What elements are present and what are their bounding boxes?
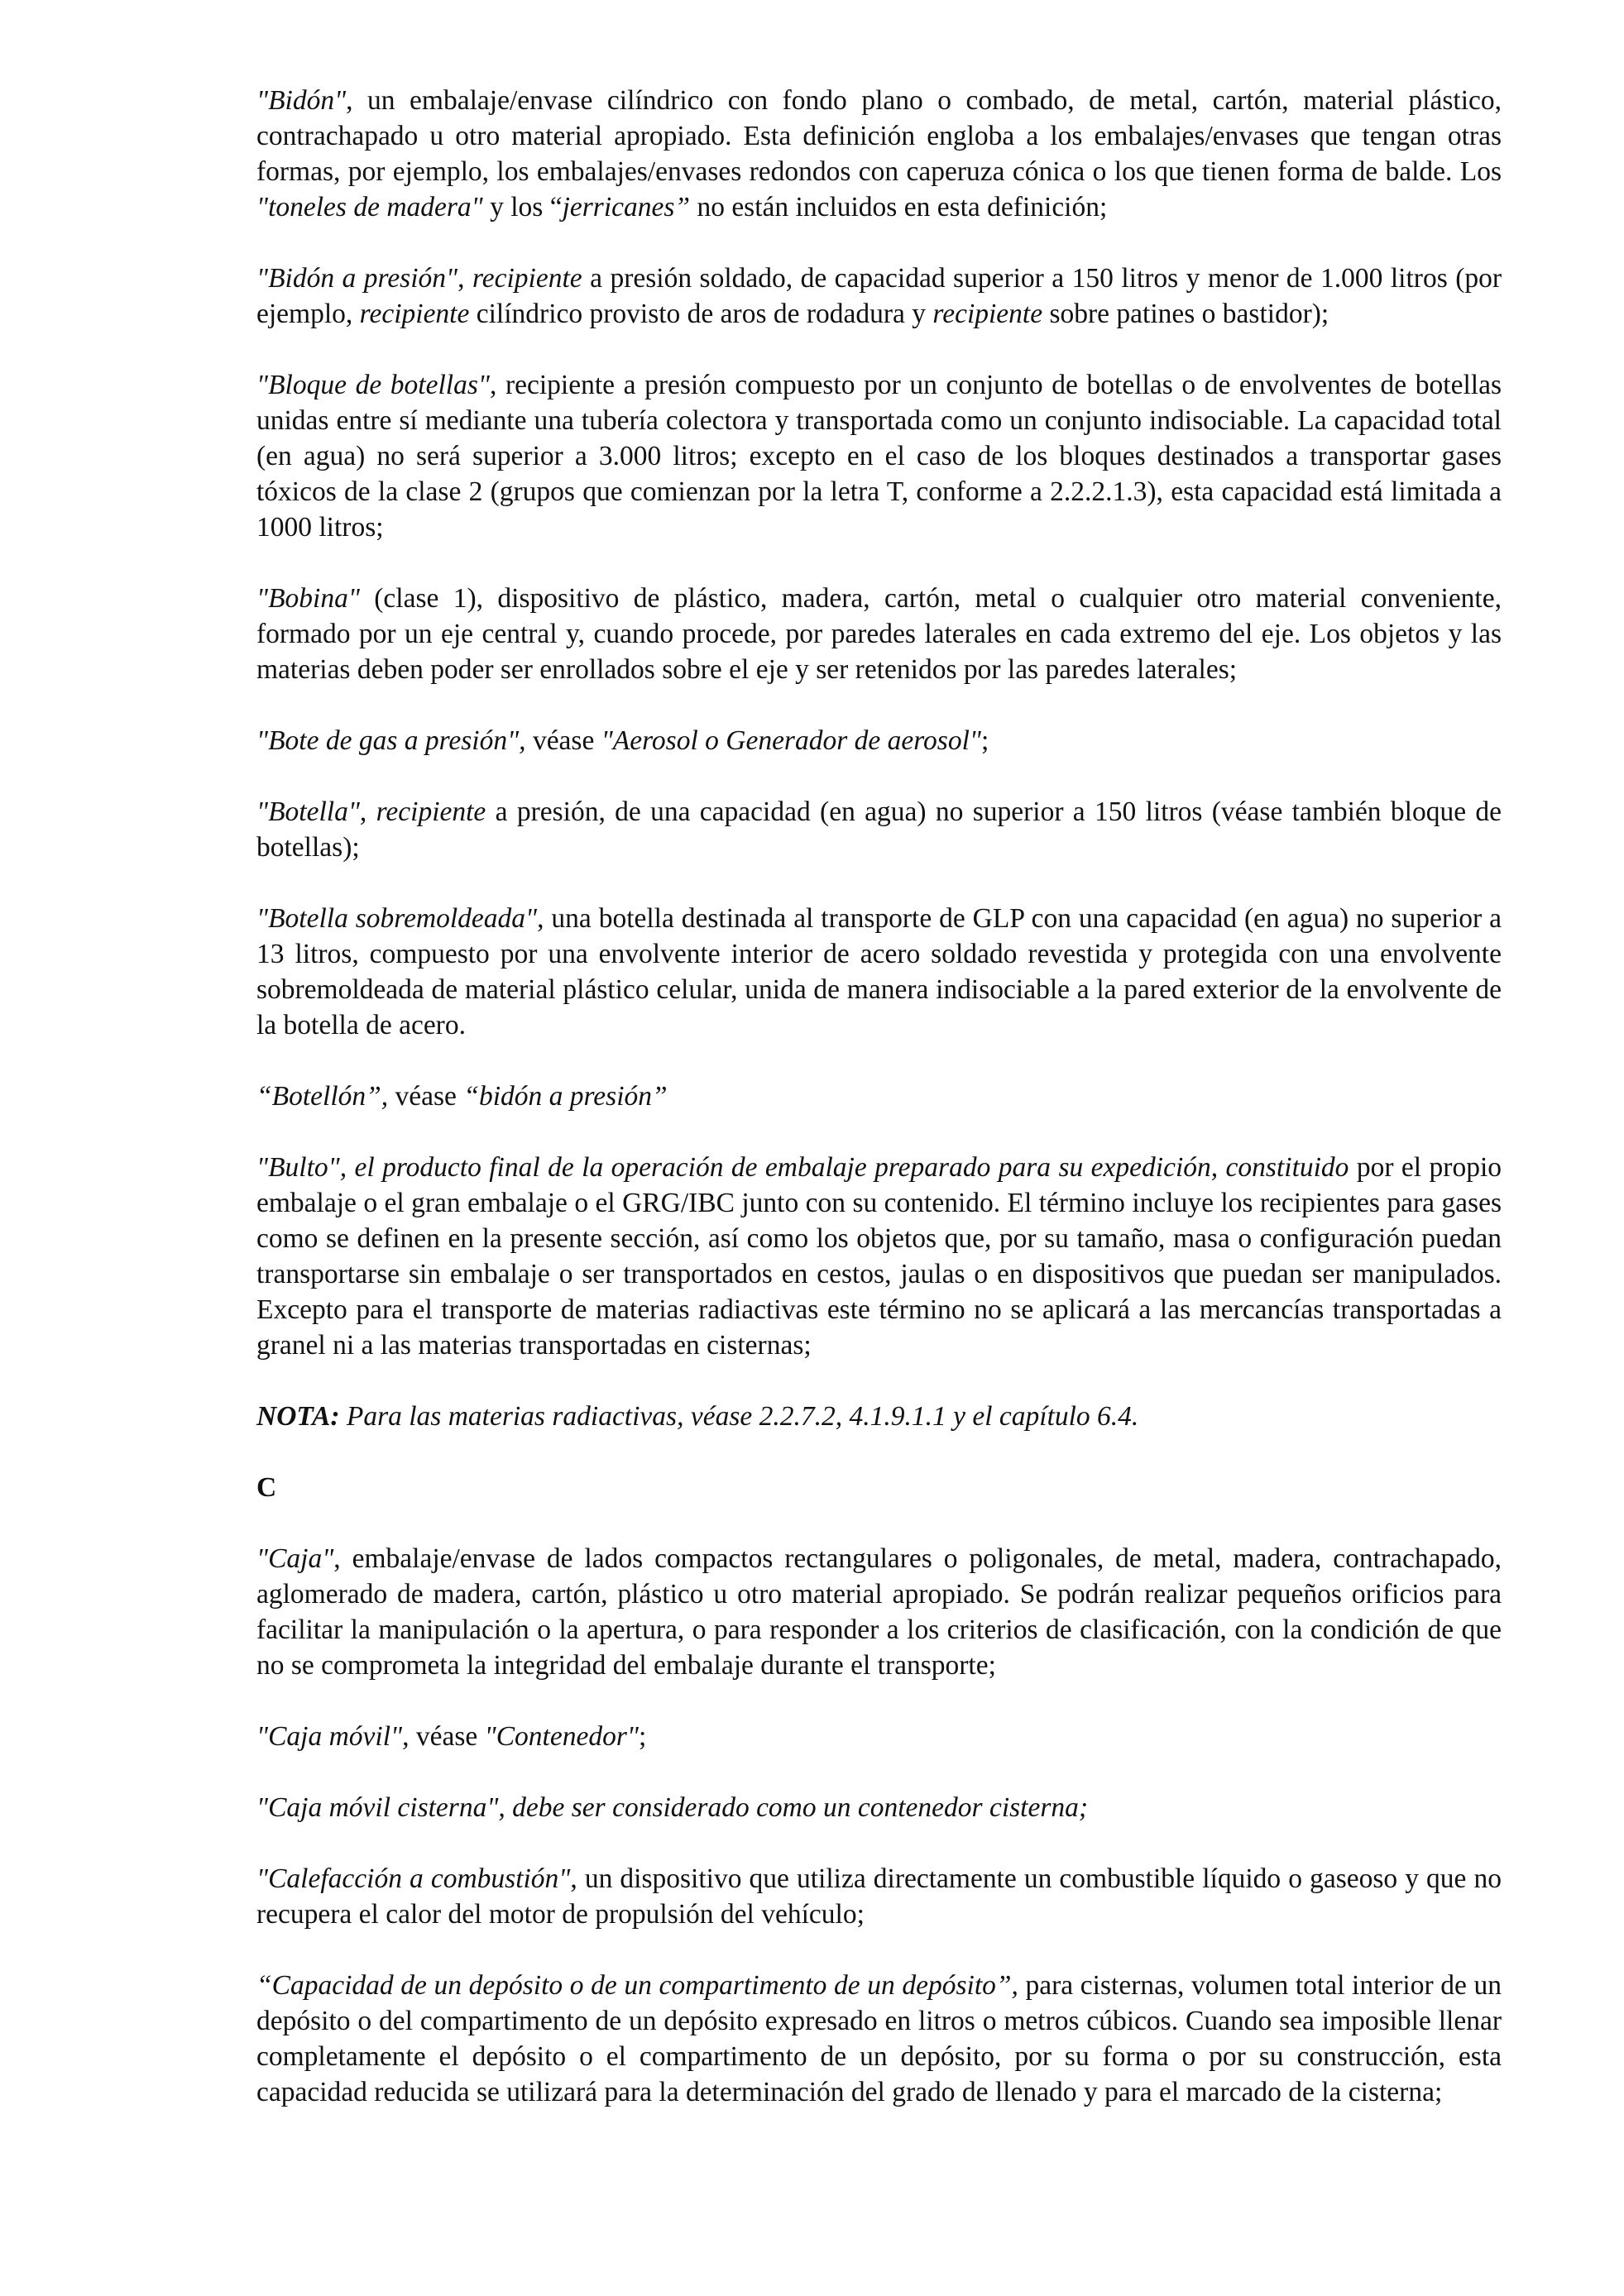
- definition-text: , un embalaje/envase cilíndrico con fondo plano o combado, de metal, cartón, material plástico, contrachapado u otro material apropiado. Esta definición engloba a los embalajes/envases que tengan otras formas, por ejemplo, los embalajes/envases redondos con caperuza cónica o los que tienen forma de balde. Los: [256, 85, 1502, 187]
- term-reference: "toneles de madera": [256, 192, 483, 222]
- definition-text: , una botella destinada al transporte de GLP con una capacidad (en agua) no superior a 13 litros, compuesto por una envolvente interior de acero soldado revestida y protegida con una envolvente sobremoldeada de material plástico celular, unida de manera indisociable a la pared exterior de la envolvente de la botella de acero.: [256, 903, 1502, 1040]
- definition-bloque-de-botellas: [256, 367, 1502, 545]
- term: "Caja móvil cisterna", debe ser considerado como un contenedor cisterna;: [256, 1792, 1089, 1823]
- term: "Caja móvil": [256, 1721, 403, 1752]
- definition-calefaccion: [256, 1861, 1502, 1932]
- definition-text: ;: [980, 725, 989, 756]
- definition-text: , recipiente a presión compuesto por un conjunto de botellas o de envolventes de botellas unidas entre sí mediante una tubería colectora y transportada como un conjunto indisociable. La capacidad total (en agua) no será superior a 3.000 litros; excepto en el caso de los bloques destinados a transportar gases tóxicos de la clase 2 (grupos que comienzan por la letra T, conforme a 2.2.2.1.3), esta capacidad está limitada a 1000 litros;: [256, 370, 1502, 543]
- definition-text: ,: [359, 796, 376, 827]
- term-reference: jerricanes”: [562, 192, 691, 222]
- section-heading-c: [256, 1470, 1502, 1505]
- term-reference: "Aerosol o Generador de aerosol": [601, 725, 981, 756]
- definition-text: para cisternas, volumen total interior de un depósito o del compartimento de un depósito expresado en litros o metros cúbicos. Cuando sea imposible llenar completamente el depósito o el compartimento de un depósito, por su forma o por su construcción, esta capacidad reducida se utilizará para la determinación del grado de llenado y para el marcado de la cisterna;: [256, 1970, 1502, 2107]
- note-radiactivas: [256, 1399, 1502, 1434]
- term: "Calefacción a combustión": [256, 1863, 571, 1894]
- definition-bidon: [256, 83, 1502, 225]
- definition-caja: [256, 1541, 1502, 1683]
- definition-botella-sobremoldeada: [256, 901, 1502, 1043]
- definition-text: véase: [525, 725, 601, 756]
- definition-botellon: [256, 1079, 1502, 1114]
- definition-botella: [256, 794, 1502, 865]
- term: "Caja": [256, 1543, 334, 1574]
- definition-text: (clase 1), dispositivo de plástico, madera, cartón, metal o cualquier otro material conveniente, formado por un eje central y, cuando procede, por paredes laterales en cada extremo del eje. Los objetos y las materias deben poder ser enrollados sobre el eje y ser retenidos por las paredes laterales;: [256, 583, 1502, 685]
- term: "Bidón a presión": [256, 263, 458, 294]
- term-reference: recipiente: [932, 299, 1043, 329]
- section-letter: C: [256, 1472, 277, 1503]
- definition-text: , embalaje/envase de lados compactos rectangulares o poligonales, de metal, madera, contrachapado, aglomerado de madera, cartón, plástico u otro material apropiado. Se podrán realizar pequeños orificios para facilitar la manipulación o la apertura, o para responder a los criterios de clasificación, con la condición de que no se comprometa la integridad del embalaje durante el transporte;: [256, 1543, 1502, 1681]
- term: "Botella": [256, 796, 360, 827]
- term: "Bote de gas a presión",: [256, 725, 526, 756]
- definition-text: ;: [638, 1721, 647, 1752]
- definition-text: cilíndrico provisto de aros de rodadura y: [469, 299, 933, 329]
- definition-text: , un dispositivo que utiliza directamente un combustible líquido o gaseoso y que no recupera el calor del motor de propulsión del vehículo;: [256, 1863, 1502, 1930]
- term: “Botellón”,: [256, 1081, 389, 1112]
- term-reference: "Contenedor": [484, 1721, 639, 1752]
- term-reference: recipiente: [359, 299, 470, 329]
- definition-text: no están incluidos en esta definición;: [690, 192, 1108, 222]
- definition-text: sobre patines o bastidor);: [1042, 299, 1329, 329]
- definition-text: , véase: [402, 1721, 485, 1752]
- document-page: [256, 83, 1502, 2110]
- definition-caja-movil: [256, 1719, 1502, 1754]
- term-reference: recipiente: [472, 263, 582, 294]
- definition-caja-movil-cisterna: [256, 1790, 1502, 1825]
- definition-text: por el propio embalaje o el gran embalaje o el GRG/IBC junto con su contenido. El término incluye los recipientes para gases como se definen en la presente sección, así como los objetos que, por su tamaño, masa o configuración puedan transportarse sin embalaje o ser transportados en cestos, jaulas o en dispositivos que puedan ser manipulados. Excepto para el transporte de materias radiactivas este término no se aplicará a las mercancías transportadas a granel ni a las materias transportadas en cisternas;: [256, 1152, 1502, 1361]
- term-reference: recipiente: [376, 796, 486, 827]
- definition-bidon-a-presion: [256, 261, 1502, 332]
- definition-text: a presión, de una capacidad (en agua) no superior a 150 litros (véase también bloque de botellas);: [256, 796, 1502, 863]
- definition-text: a presión soldado, de capacidad superior a 150 litros y menor de 1.000 litros (por ejemplo,: [256, 263, 1502, 329]
- term: “Capacidad de un depósito o de un compartimento de un depósito”,: [256, 1970, 1018, 2001]
- definition-text: ,: [457, 263, 472, 294]
- definition-bote-de-gas: [256, 723, 1502, 758]
- definition-bulto: [256, 1150, 1502, 1363]
- term-reference: “bidón a presión”: [463, 1081, 668, 1112]
- term: "Bloque de botellas": [256, 370, 490, 400]
- term: "Botella sobremoldeada": [256, 903, 538, 934]
- note-label: NOTA:: [256, 1401, 340, 1432]
- term: "Bobina": [256, 583, 360, 614]
- term: "Bulto", el producto final de la operación de embalaje preparado para su expedición, constituido: [256, 1152, 1349, 1183]
- term: "Bidón": [256, 85, 347, 116]
- definition-bobina: [256, 581, 1502, 687]
- definition-text: y los “: [482, 192, 563, 222]
- note-text: Para las materias radiactivas, véase 2.2.7.2, 4.1.9.1.1 y el capítulo 6.4.: [339, 1401, 1139, 1432]
- definition-text: véase: [388, 1081, 464, 1112]
- definition-capacidad-deposito: [256, 1968, 1502, 2110]
